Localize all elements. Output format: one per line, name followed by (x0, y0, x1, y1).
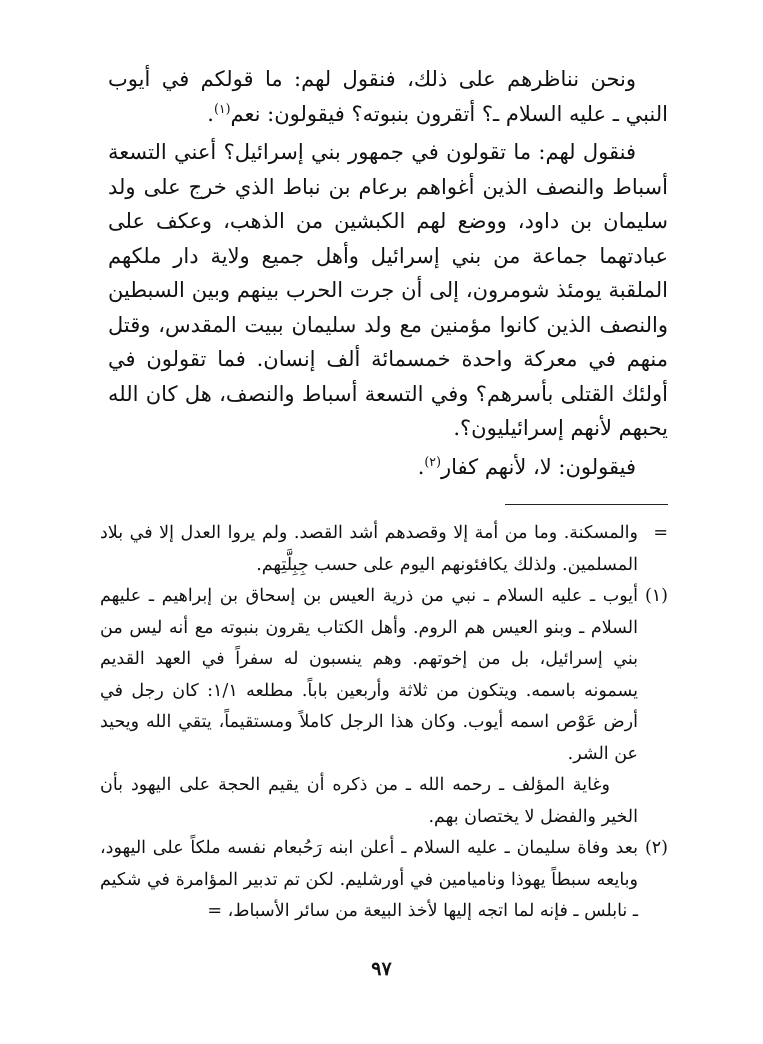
paragraph-1-text: ونحن نناظرهم على ذلك، فنقول لهم: ما قولكم في أيوب النبي ـ عليه السلام ـ؟ أتقرون بنبوته؟ فيقولون: نعم (108, 67, 668, 126)
footnote-1-extra: وغاية المؤلف ـ رحمه الله ـ من ذكره أن يقيم الحجة على اليهود بأن الخير والفضل لا يختصان بهم. (100, 775, 638, 827)
footnote-1-number: (١) (644, 586, 668, 606)
footnote-1 (100, 581, 668, 770)
paragraph-3-text: فيقولون: لا، لأنهم كفار (440, 454, 636, 479)
footnote-ref-2: (٢) (424, 453, 441, 469)
paragraph-3 (108, 450, 668, 485)
continuation-marker: = (653, 523, 668, 543)
paragraph-2: فنقول لهم: ما تقولون في جمهور بني إسرائيل؟ أعني التسعة أسباط والنصف الذين أغواهم برعام بن نباط الذي خرج على ولد سليمان بن داود، ووضع لهم الكبشين من الذهب، وعكف على عبادتهما جماعة من بني إسرائيل وأهل جميع ولاية دار ملكهم الملقبة يومئذ شومرون، إلى أن جرت الحرب بينهم وبين السبطين والنصف الذين كانوا مؤمنين مع ولد سليمان ببيت المقدس، وقتل منهم في معركة واحدة خمسمائة ألف إنسان. فما تقولون في أولئك القتلى بأسرهم؟ وفي التسعة أسباط والنصف، هل كان الله يحبهم لأنهم إسرائيليون؟. (108, 140, 669, 440)
footnote-continued (100, 518, 668, 581)
footnote-1-text: أيوب ـ عليه السلام ـ نبي من ذرية العيس بن إسحاق بن إبراهيم ـ عليهم السلام ـ وبنو العيس هم الروم. وأهل الكتاب يقرون بنبوته مع أنه ليس من بني إسرائيل، بل من إخوتهم. وهم ينسبون له سفراً في العهد القديم يسمونه باسمه. ويتكون من ثلاثة وأربعين باباً. مطلعه ١/١: كان رجل في أرض عَوْص اسمه أيوب. وكان هذا الرجل كاملاً ومستقيماً، يتقي الله ويحيد عن الشر. (100, 586, 638, 764)
footnote-separator (505, 504, 668, 505)
main-text (108, 62, 668, 484)
paragraph-1-end: . (207, 101, 214, 126)
footnote-continued-text: والمسكنة. وما من أمة إلا وقصدهم أشد القصد. ولم يروا العدل إلا في بلاد المسلمين. ولذلك يكافئونهم اليوم على حسب جِبِلَّتِهم. (100, 523, 638, 575)
footnote-ref-1: (١) (213, 100, 231, 116)
footnote-2-text: بعد وفاة سليمان ـ عليه السلام ـ أعلن ابنه رَحُبعام نفسه ملكاً على اليهود، وبايعه سبطاً يهوذا وناميامين في أورشليم. لكن تم تدبير المؤامرة في شكيم ـ نابلس ـ فإنه لما اتجه إليها لأخذ البيعة من سائر الأسباط، = (100, 838, 638, 921)
footnotes (100, 518, 668, 928)
footnote-2-number: (٢) (644, 838, 668, 858)
footnote-2 (100, 833, 668, 928)
page-number: ٩٧ (371, 958, 392, 980)
paragraph-3-end: . (417, 454, 425, 479)
paragraph-1 (108, 62, 668, 131)
